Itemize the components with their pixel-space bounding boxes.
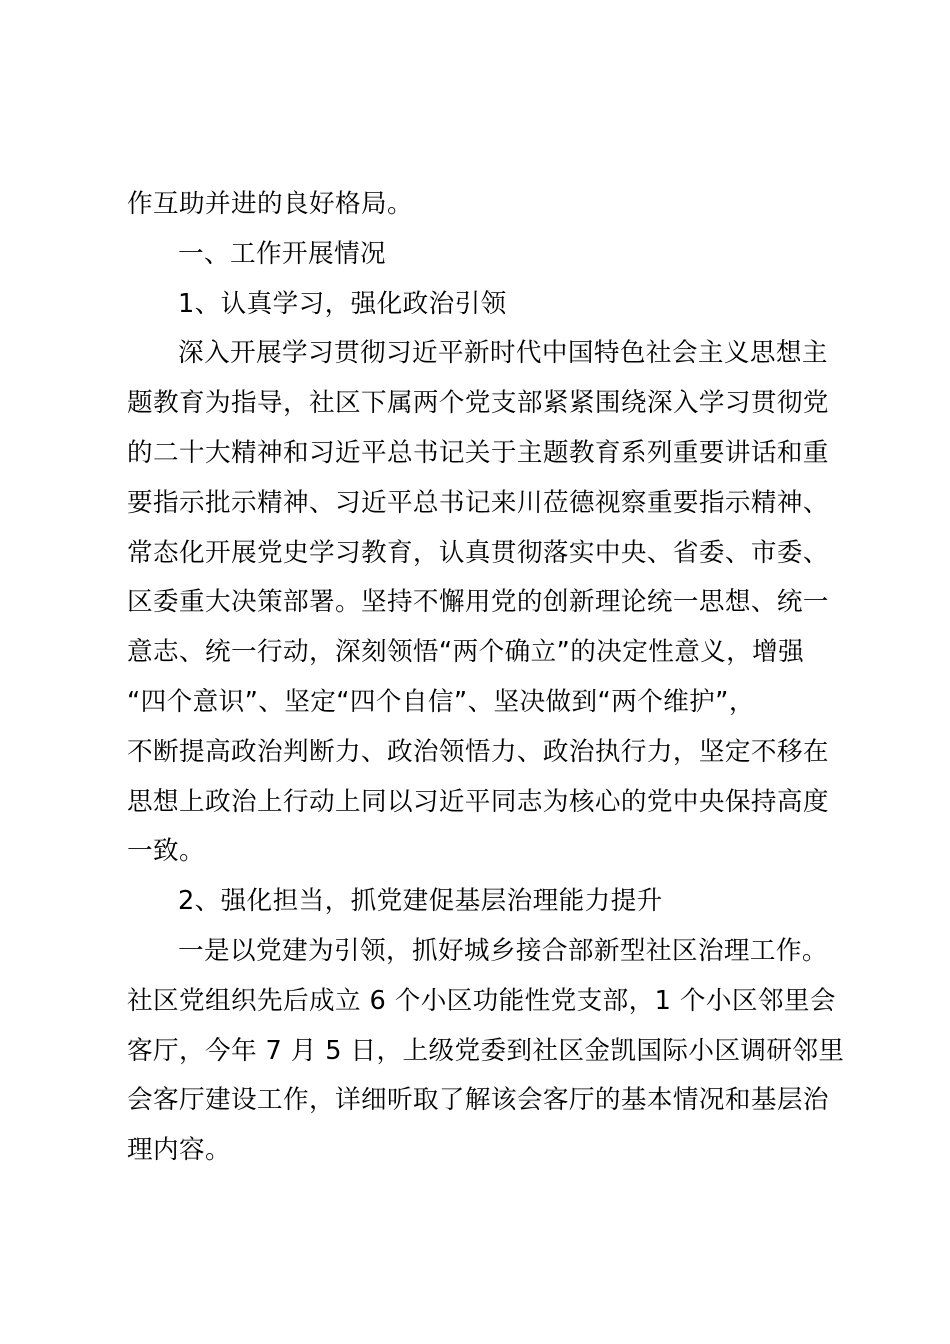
paragraph-line: 不断提高政治判断力、政治领悟力、政治执行力，坚定不移在 [127,736,829,767]
section-heading: 一、工作开展情况 [178,238,386,269]
paragraph-line: 意志、统一行动，深刻领悟“两个确立”的决定性意义，增强 [127,637,805,668]
paragraph-line: 思想上政治上行动上同以习近平同志为核心的党中央保持高度 [127,786,829,817]
paragraph-line: 区委重大决策部署。坚持不懈用党的创新理论统一思想、统一 [127,587,829,618]
paragraph-line: 客厅，今年 7 月 5 日，上级党委到社区金凯国际小区调研邻里 [127,1035,845,1066]
paragraph-line: 题教育为指导，社区下属两个党支部紧紧围绕深入学习贯彻党 [127,388,829,419]
paragraph-line: 的二十大精神和习近平总书记关于主题教育系列重要讲话和重 [127,437,829,468]
paragraph-line: 要指示批示精神、习近平总书记来川莅德视察重要指示精神、 [127,487,829,518]
paragraph-line: 理内容。 [127,1135,231,1166]
paragraph-line: 一是以党建为引领，抓好城乡接合部新型社区治理工作。 [178,935,828,966]
paragraph-line: “四个意识”、坚定“四个自信”、坚决做到“两个维护”， [127,686,755,717]
document-body [127,180,845,1176]
paragraph-line: 常态化开展党史学习教育，认真贯彻落实中央、省委、市委、 [127,537,829,568]
paragraph-line: 社区党组织先后成立 6 个小区功能性党支部，1 个小区邻里会 [127,985,836,1016]
subsection-heading: 1、认真学习，强化政治引领 [178,288,507,319]
subsection-heading: 2、强化担当，抓党建促基层治理能力提升 [178,886,663,917]
paragraph-line: 一致。 [127,836,205,867]
paragraph-line: 作互助并进的良好格局。 [127,189,413,219]
paragraph-line: 深入开展学习贯彻习近平新时代中国特色社会主义思想主 [178,338,828,369]
paragraph-line: 会客厅建设工作，详细听取了解该会客厅的基本情况和基层治 [127,1085,829,1116]
